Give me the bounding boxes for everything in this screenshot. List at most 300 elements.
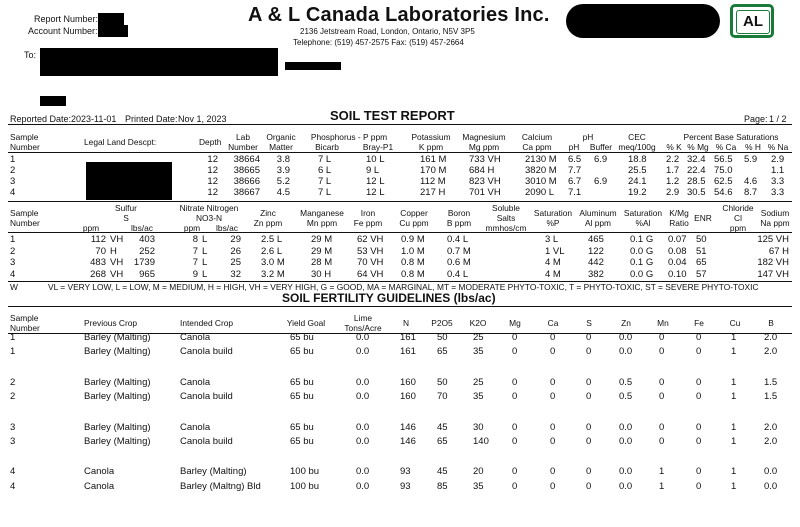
- g-cell-s: 3: [10, 422, 16, 433]
- t1-cell-ph: 6.7: [568, 176, 582, 187]
- g-th-sample: Sample: [10, 313, 39, 323]
- divider: [8, 232, 792, 233]
- t1-cell-om: 3.8: [276, 154, 290, 165]
- th2-sulfur: Sulfur: [115, 203, 137, 213]
- t2-cell-enr: 51: [696, 245, 707, 257]
- g-cell-cu: 1: [731, 422, 737, 433]
- t1-cell-ca: 2090 L: [525, 187, 555, 198]
- t2-cell-na: 182 VH: [757, 257, 789, 268]
- th2-aluminum: Aluminum: [579, 208, 617, 218]
- t1-cell-bic: 7 L: [318, 154, 332, 165]
- t1-cell-pmg: 22.4: [687, 165, 706, 176]
- t1-cell-om: 5.2: [276, 176, 290, 187]
- g-th-s: S: [586, 318, 592, 328]
- g-cell-prev: Barley (Malting): [84, 377, 151, 388]
- t1-cell-lab: 38664: [233, 154, 260, 165]
- g-cell-fe: 0: [696, 391, 702, 402]
- t2-cell-kmg: 0.10: [668, 268, 687, 280]
- g-cell-lime: 0.0: [356, 422, 370, 433]
- t1-cell-pna: 3.3: [771, 176, 785, 187]
- t1-cell-k: 112 M: [420, 176, 446, 187]
- g-cell-sv: 0: [586, 422, 592, 433]
- t2-cell-enr: 65: [696, 257, 707, 268]
- th-ph: pH: [582, 132, 594, 142]
- t2-cell-zn: 2.6 L: [261, 245, 283, 257]
- t2-cell-satp: 4 M: [545, 268, 561, 280]
- th-cec: CEC: [628, 132, 646, 142]
- t2-cell-nlbs: 25: [230, 257, 241, 268]
- g-cell-mg: 0: [512, 377, 518, 388]
- t2-cell-sppm: 112: [90, 234, 106, 245]
- guidelines-title: SOIL FERTILITY GUIDELINES (lbs/ac): [282, 291, 496, 305]
- t1-cell-bray: 9 L: [366, 165, 380, 176]
- g-cell-b: 1.5: [764, 377, 778, 388]
- t2-cell-nppm: 7: [192, 245, 198, 257]
- t2-cell-slbs: 252: [139, 245, 155, 257]
- th2-b-ppm: B ppm: [446, 218, 472, 228]
- company-name: A & L Canada Laboratories Inc.: [248, 4, 550, 26]
- g-cell-intended: Canola build: [180, 346, 233, 357]
- t1-cell-pmg: 30.5: [687, 187, 706, 198]
- g-cell-goal: 65 bu: [290, 391, 314, 402]
- g-cell-n: 93: [400, 466, 411, 477]
- t2-cell-fe: 62 VH: [357, 234, 384, 245]
- t2-cell-enr: 50: [696, 234, 707, 245]
- g-cell-fe: 0: [696, 332, 702, 343]
- th-number: Number: [10, 142, 40, 152]
- t1-cell-ph: 6.5: [568, 154, 582, 165]
- t1-cell-k: 161 M: [420, 154, 447, 165]
- th-pct-na: % Na: [767, 142, 789, 152]
- th-pct-mg: % Mg: [687, 142, 709, 152]
- g-cell-zn: 0.0: [619, 422, 633, 433]
- th-lab: Lab: [236, 132, 250, 142]
- t1-cell-depth: 12: [207, 176, 218, 187]
- t1-cell-pk: 2.2: [666, 154, 680, 165]
- g-cell-b: 2.0: [764, 346, 778, 357]
- divider: [8, 201, 792, 202]
- t2-cell-satal: 0.0 G: [630, 245, 654, 257]
- t1-cell-phh: 5.9: [744, 154, 758, 165]
- t2-cell-s: 2: [10, 245, 16, 257]
- t1-cell-pna: 2.9: [771, 154, 785, 165]
- th-k-ppm: K ppm: [418, 142, 444, 152]
- th-magnesium: Magnesium: [462, 132, 506, 142]
- th2-s-lbs: lbs/ac: [131, 223, 153, 233]
- g-th-b: B: [768, 318, 774, 328]
- th2-n-ppm: ppm: [183, 223, 201, 233]
- t1-cell-s: 2: [10, 165, 16, 176]
- t2-cell-mn: 28 M: [311, 257, 333, 268]
- t1-cell-depth: 12: [207, 187, 218, 198]
- g-cell-n: 160: [400, 377, 416, 388]
- th2-manganese: Manganese: [300, 208, 344, 218]
- t2-cell-s: 4: [10, 268, 16, 280]
- g-cell-p: 45: [437, 466, 448, 477]
- g-cell-s: 3: [10, 436, 16, 447]
- t1-cell-ca: 3010 M: [525, 176, 557, 187]
- g-th-ca: Ca: [547, 318, 559, 328]
- th-phosphorus: Phosphorus - P ppm: [310, 132, 388, 142]
- g-cell-prev: Canola: [84, 466, 115, 477]
- th2-saturation-p: Saturation: [533, 208, 573, 218]
- t1-cell-ca: 3820 M: [525, 165, 557, 176]
- t1-cell-pna: 1.1: [771, 165, 785, 176]
- redacted-address-line: [40, 96, 66, 106]
- g-cell-b: 2.0: [764, 332, 778, 343]
- th2-nitrate: Nitrate Nitrogen: [179, 203, 239, 213]
- redacted-address-fragment: [285, 62, 341, 70]
- g-th-p2o5: P2O5: [431, 318, 453, 328]
- t1-cell-phh: 8.7: [744, 187, 758, 198]
- g-cell-mn: 0: [659, 391, 665, 402]
- g-cell-k: 35: [473, 481, 484, 492]
- g-cell-lime: 0.0: [356, 481, 370, 492]
- g-cell-p: 45: [437, 422, 448, 433]
- t2-cell-slbs: 403: [139, 234, 155, 245]
- g-cell-fe: 0: [696, 481, 702, 492]
- g-cell-n: 160: [400, 391, 416, 402]
- g-cell-sv: 0: [586, 466, 592, 477]
- t1-cell-pca: 54.6: [714, 187, 733, 198]
- g-cell-s: 2: [10, 377, 16, 388]
- divider: [8, 152, 792, 153]
- t2-cell-mn: 29 M: [311, 234, 333, 245]
- th2-mn-ppm: Mn ppm: [306, 218, 338, 228]
- g-cell-cu: 1: [731, 391, 737, 402]
- t2-cell-zn: 2.5 L: [261, 234, 283, 245]
- t2-cell-nr: L: [202, 257, 208, 268]
- th2-soluble: Soluble: [492, 203, 520, 213]
- t1-cell-om: 3.9: [276, 165, 290, 176]
- t2-cell-nppm: 7: [192, 257, 198, 268]
- g-cell-intended: Barley (Maltng) Bld: [180, 481, 261, 492]
- t2-cell-sr: VH: [110, 234, 124, 245]
- account-number-label: Account Number:: [28, 26, 98, 36]
- t1-cell-depth: 12: [207, 154, 218, 165]
- g-cell-goal: 100 bu: [290, 466, 320, 477]
- t1-cell-k: 170 M: [420, 165, 447, 176]
- t2-cell-nppm: 9: [192, 268, 198, 280]
- th-organic: Organic: [266, 132, 296, 142]
- t2-cell-b: 0.4 L: [447, 234, 469, 245]
- th2-cl: Cl: [734, 213, 742, 223]
- al-logo-text: AL: [736, 10, 770, 34]
- redacted-legal-land: [86, 162, 172, 200]
- th2-copper: Copper: [400, 208, 428, 218]
- t2-cell-b: 0.6 M: [447, 257, 471, 268]
- g-cell-intended: Canola: [180, 422, 211, 433]
- t1-cell-lab: 38665: [233, 165, 260, 176]
- g-cell-lime: 0.0: [356, 377, 370, 388]
- t1-cell-pk: 1.7: [666, 165, 680, 176]
- th-pct-k: % K: [666, 142, 682, 152]
- redacted-report-number: [98, 13, 124, 25]
- t2-cell-satal: 0.0 G: [630, 268, 654, 280]
- g-cell-sv: 0: [586, 391, 592, 402]
- g-cell-s: 4: [10, 481, 16, 492]
- th2-s-ppm: ppm: [82, 223, 100, 233]
- g-cell-k: 35: [473, 391, 484, 402]
- g-cell-mg: 0: [512, 481, 518, 492]
- th2-number: Number: [10, 218, 40, 228]
- t2-cell-na: 67 H: [768, 245, 789, 257]
- g-cell-zn: 0.5: [619, 377, 633, 388]
- g-cell-goal: 65 bu: [290, 436, 314, 447]
- g-cell-fe: 0: [696, 466, 702, 477]
- th2-zinc: Zinc: [260, 208, 276, 218]
- g-th-fe: Fe: [694, 318, 704, 328]
- th-mg-ppm: Mg ppm: [468, 142, 500, 152]
- g-cell-s: 2: [10, 391, 16, 402]
- th2-enr: ENR: [694, 213, 712, 223]
- g-cell-k: 20: [473, 466, 484, 477]
- reported-date-label: Reported Date:: [10, 114, 72, 124]
- t2-cell-s: 3: [10, 257, 16, 268]
- g-cell-intended: Canola build: [180, 391, 233, 402]
- g-cell-prev: Canola: [84, 481, 115, 492]
- g-cell-goal: 65 bu: [290, 377, 314, 388]
- g-cell-fe: 0: [696, 436, 702, 447]
- t2-cell-fe: 53 VH: [357, 245, 384, 257]
- g-cell-fe: 0: [696, 346, 702, 357]
- g-cell-k: 30: [473, 422, 484, 433]
- g-cell-mg: 0: [512, 332, 518, 343]
- t1-cell-pca: 75.0: [714, 165, 733, 176]
- th-ca-ppm: Ca ppm: [522, 142, 552, 152]
- g-cell-mg: 0: [512, 391, 518, 402]
- g-cell-s: 1: [10, 332, 16, 343]
- g-cell-lime: 0.0: [356, 436, 370, 447]
- t2-cell-slbs: 1739: [133, 257, 155, 268]
- g-th-n: N: [402, 318, 410, 328]
- g-cell-b: 0.0: [764, 481, 778, 492]
- t2-cell-satp: 3 L: [545, 234, 559, 245]
- t2-cell-al: 382: [588, 268, 604, 280]
- g-cell-lime: 0.0: [356, 346, 370, 357]
- g-th-tons-acre: Tons/Acre: [344, 323, 382, 333]
- t2-cell-al: 442: [588, 257, 604, 268]
- g-cell-zn: 0.0: [619, 332, 633, 343]
- t2-cell-cu: 0.9 M: [401, 234, 425, 245]
- t2-cell-mn: 30 H: [311, 268, 332, 280]
- t1-cell-s: 1: [10, 154, 16, 165]
- th2-ratio: Ratio: [669, 218, 689, 228]
- g-cell-mn: 0: [659, 346, 665, 357]
- t2-cell-sr: H: [110, 245, 117, 257]
- g-cell-fe: 0: [696, 422, 702, 433]
- t1-cell-lab: 38666: [233, 176, 260, 187]
- th-ph-ph: pH: [568, 142, 580, 152]
- g-cell-goal: 65 bu: [290, 346, 314, 357]
- t2-cell-fe: 64 VH: [357, 268, 384, 280]
- g-cell-b: 0.0: [764, 466, 778, 477]
- g-cell-ca: 0: [550, 346, 556, 357]
- t2-cell-slbs: 965: [139, 268, 155, 280]
- t2-cell-al: 465: [588, 234, 604, 245]
- th2-no3n: NO3-N: [195, 213, 223, 223]
- g-cell-cu: 1: [731, 332, 737, 343]
- g-cell-b: 2.0: [764, 422, 778, 433]
- g-cell-lime: 0.0: [356, 466, 370, 477]
- th-bicarb: Bicarb: [315, 142, 339, 152]
- t1-cell-mg: 823 VH: [469, 176, 501, 187]
- g-cell-mg: 0: [512, 422, 518, 433]
- g-th-intended-crop: Intended Crop: [180, 318, 234, 328]
- g-th-k2o: K2O: [469, 318, 487, 328]
- g-cell-intended: Canola: [180, 377, 211, 388]
- reported-date: 2023-11-01: [71, 114, 117, 124]
- t1-cell-depth: 12: [207, 165, 218, 176]
- t2-cell-na: 125 VH: [757, 234, 789, 245]
- th-base-saturations: Percent Base Saturations: [683, 132, 779, 142]
- to-label: To:: [24, 50, 37, 60]
- g-cell-p: 50: [437, 377, 448, 388]
- t1-cell-bray: 12 L: [366, 187, 385, 198]
- g-cell-b: 1.5: [764, 391, 778, 402]
- g-cell-mg: 0: [512, 466, 518, 477]
- th-calcium: Calcium: [521, 132, 553, 142]
- th2-boron: Boron: [447, 208, 471, 218]
- t2-cell-nr: L: [202, 245, 208, 257]
- g-cell-ca: 0: [550, 481, 556, 492]
- t1-cell-pk: 2.9: [666, 187, 680, 198]
- g-cell-intended: Barley (Malting): [180, 466, 247, 477]
- g-cell-n: 161: [400, 332, 416, 343]
- t2-cell-na: 147 VH: [757, 268, 789, 280]
- g-cell-goal: 100 bu: [290, 481, 320, 492]
- t1-cell-ph: 7.7: [568, 165, 582, 176]
- g-cell-k: 25: [473, 377, 484, 388]
- g-cell-prev: Barley (Malting): [84, 332, 151, 343]
- t1-cell-k: 217 H: [420, 187, 446, 198]
- t1-cell-s: 4: [10, 187, 16, 198]
- g-cell-s: 4: [10, 466, 16, 477]
- company-phone: Telephone: (519) 457-2575 Fax: (519) 457-2664: [293, 38, 464, 47]
- th-matter: Matter: [269, 142, 293, 152]
- redacted-address-block: [40, 48, 278, 76]
- g-cell-sv: 0: [586, 332, 592, 343]
- g-cell-p: 65: [437, 436, 448, 447]
- t2-cell-sr: VH: [110, 257, 124, 268]
- t2-cell-nr: L: [202, 268, 208, 280]
- th2-saturation-al: Saturation: [623, 208, 663, 218]
- t2-cell-enr: 57: [696, 268, 707, 280]
- t2-cell-satp: 1 VL: [545, 245, 565, 257]
- t2-cell-satal: 0.1 G: [630, 257, 654, 268]
- g-cell-lime: 0.0: [356, 332, 370, 343]
- t1-cell-bic: 6 L: [318, 165, 332, 176]
- g-cell-zn: 0.0: [619, 436, 633, 447]
- t1-cell-cec: 18.8: [628, 154, 647, 165]
- g-cell-cu: 1: [731, 481, 737, 492]
- g-cell-zn: 0.0: [619, 481, 633, 492]
- g-cell-mn: 0: [659, 436, 665, 447]
- g-cell-mn: 1: [659, 466, 665, 477]
- th2-pct-al: %Al: [635, 218, 651, 228]
- g-cell-zn: 0.0: [619, 466, 633, 477]
- g-th-mn: Mn: [657, 318, 669, 328]
- t2-cell-kmg: 0.04: [668, 257, 687, 268]
- g-cell-zn: 0.5: [619, 391, 633, 402]
- th2-kmg: K/Mg: [669, 208, 689, 218]
- th2-zn-ppm: Zn ppm: [253, 218, 283, 228]
- th-lab-number: Number: [228, 142, 258, 152]
- t1-cell-pca: 62.5: [714, 176, 733, 187]
- g-cell-k: 140: [473, 436, 489, 447]
- t2-cell-zn: 3.0 M: [261, 257, 285, 268]
- t1-cell-bic: 7 L: [318, 187, 332, 198]
- t2-cell-mn: 29 M: [311, 245, 333, 257]
- t1-cell-cec: 19.2: [628, 187, 647, 198]
- t1-cell-mg: 733 VH: [469, 154, 501, 165]
- t2-cell-sppm: 70: [95, 245, 106, 257]
- g-cell-goal: 65 bu: [290, 422, 314, 433]
- g-cell-sv: 0: [586, 377, 592, 388]
- t1-cell-bray: 10 L: [366, 154, 385, 165]
- g-cell-ca: 0: [550, 391, 556, 402]
- t1-cell-om: 4.5: [276, 187, 290, 198]
- th2-chloride: Chloride: [722, 203, 754, 213]
- t1-cell-cec: 24.1: [628, 176, 647, 187]
- g-cell-p: 85: [437, 481, 448, 492]
- t1-cell-lab: 38667: [233, 187, 260, 198]
- t2-cell-kmg: 0.08: [668, 245, 687, 257]
- t1-cell-pmg: 32.4: [687, 154, 706, 165]
- company-address: 2136 Jetstream Road, London, Ontario, N5V 3P5: [300, 27, 475, 36]
- g-cell-intended: Canola: [180, 332, 211, 343]
- th-legal-land: Legal Land Descpt:: [84, 137, 157, 147]
- th2-fe-ppm: Fe ppm: [353, 218, 383, 228]
- g-cell-prev: Barley (Malting): [84, 422, 151, 433]
- t2-cell-satal: 0.1 G: [630, 234, 654, 245]
- g-cell-ca: 0: [550, 436, 556, 447]
- g-th-yield-goal: Yield Goal: [286, 318, 326, 328]
- g-cell-ca: 0: [550, 422, 556, 433]
- report-number-label: Report Number:: [34, 14, 99, 24]
- th-pct-h: % H: [745, 142, 761, 152]
- th2-sample: Sample: [10, 208, 39, 218]
- g-cell-intended: Canola build: [180, 436, 233, 447]
- g-cell-n: 146: [400, 422, 416, 433]
- t1-cell-mg: 701 VH: [469, 187, 501, 198]
- t1-cell-pna: 3.3: [771, 187, 785, 198]
- g-cell-cu: 1: [731, 436, 737, 447]
- th-depth: Depth: [199, 137, 222, 147]
- redacted-account-number: [98, 25, 128, 37]
- g-cell-p: 65: [437, 346, 448, 357]
- t2-cell-sppm: 268: [90, 268, 106, 280]
- redacted-barcode: [566, 4, 720, 38]
- th-bray: Bray-P1: [362, 142, 394, 152]
- th2-iron: Iron: [360, 208, 376, 218]
- g-th-mg: Mg: [509, 318, 521, 328]
- t2-cell-nppm: 8: [192, 234, 198, 245]
- page-number: 1 / 2: [769, 114, 787, 124]
- legend-w: W: [10, 282, 18, 292]
- t1-cell-mg: 684 H: [469, 165, 495, 176]
- g-cell-prev: Barley (Malting): [84, 346, 151, 357]
- g-th-zn: Zn: [621, 318, 631, 328]
- t2-cell-satp: 4 M: [545, 257, 561, 268]
- g-cell-n: 146: [400, 436, 416, 447]
- g-cell-ca: 0: [550, 466, 556, 477]
- th2-na-ppm: Na ppm: [760, 218, 790, 228]
- t2-cell-cu: 0.8 M: [401, 268, 425, 280]
- g-cell-goal: 65 bu: [290, 332, 314, 343]
- t2-cell-kmg: 0.07: [668, 234, 687, 245]
- t2-cell-b: 0.7 M: [447, 245, 471, 257]
